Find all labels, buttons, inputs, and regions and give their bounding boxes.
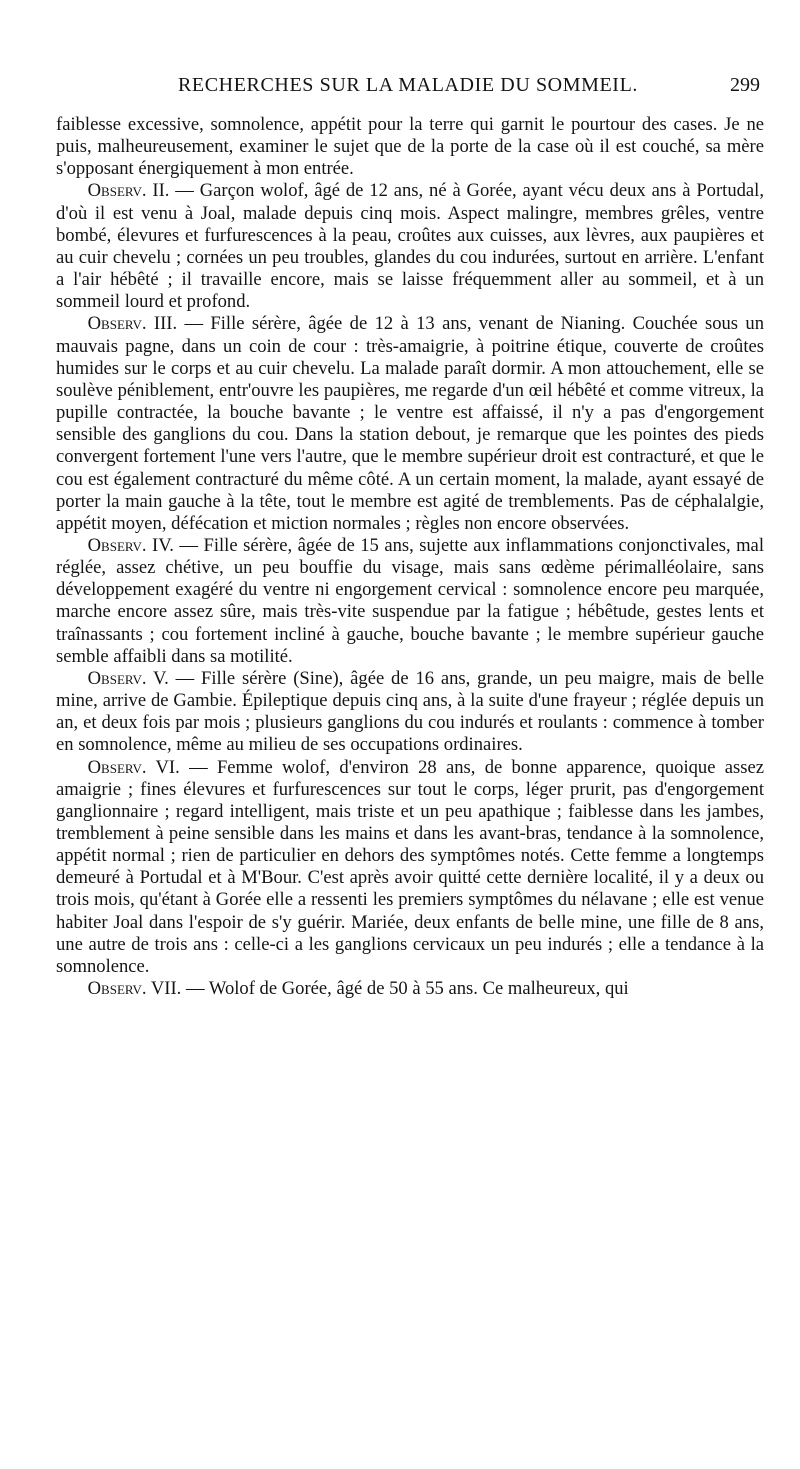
paragraph-text: — Fille sérère (Sine), âgée de 16 ans, grande, un peu maigre, mais de belle mine, arrive de Gambie. Épileptique depuis cinq ans, à la suite d'une frayeur ; réglée depuis un an, et deux fois par mois ; plusieurs ganglions du cou indurés et roulants : commence à tomber en somnolence, même au milieu de ses occupations ordinaires. — [56, 667, 764, 756]
paragraph-text: — Femme wolof, d'environ 28 ans, de bonne apparence, quoique assez amaigrie ; fines élevures et furfurescences sur tout le corps, léger prurit, pas d'engorgement ganglionnaire ; regard intelligent, mais triste et un peu apathique ; faiblesse dans les jambes, tremblement à peine sensible dans les mains et dans les avant-bras, tendance à la somnolence, appétit normal ; rien de particulier en dehors des symptômes notés. Cette femme a longtemps demeuré à Portudal et à M'Bour. C'est après avoir quitté cette dernière localité, il y a deux ou trois mois, qu'étant à Gorée elle a ressenti les premiers symptômes du nélavane ; elle est venue habiter Joal dans l'espoir de s'y guérir. Mariée, deux enfants de belle mine, une fille de 8 ans, une autre de trois ans : celle-ci a les ganglions cervicaux un peu indurés ; elle a tendance à la somnolence. — [56, 756, 764, 977]
paragraph-text: — Wolof de Gorée, âgé de 50 à 55 ans. Ce malheureux, qui — [181, 978, 629, 1000]
observation-3 — [56, 313, 764, 535]
paragraph-continuation — [56, 114, 764, 180]
body-text — [56, 114, 764, 1000]
observation-label: Observ. II. — [87, 180, 170, 202]
observation-label: Observ. VII. — [87, 978, 182, 1000]
observation-5 — [56, 668, 764, 757]
observation-label: Observ. III. — [87, 313, 178, 335]
page-number: 299 — [730, 74, 760, 96]
paragraph-text: — Fille sérère, âgée de 15 ans, sujette aux inflammations conjonctivales, mal réglée, assez chétive, un peu bouffie du visage, mais sans œdème périmalléolaire, sans développement exagéré du ventre ni engorgement cervical : somnolence encore peu marquée, marche encore assez sûre, mais très-vite suspendue par la fatigue ; hébêtude, gestes lents et traînassants ; cou fortement incliné à gauche, bouche bavante ; le membre supérieur gauche semble affaibli dans sa motilité. — [56, 534, 764, 667]
observation-2 — [56, 180, 764, 313]
paragraph-text: — Garçon wolof, âgé de 12 ans, né à Gorée, ayant vécu deux ans à Portudal, d'où il est venu à Joal, malade depuis cinq mois. Aspect malingre, membres grêles, ventre bombé, élevures et furfurescences à la peau, croûtes aux cuisses, aux lèvres, aux paupières et au cuir chevelu ; cornées un peu troubles, glandes du cou indurées, surtout en arrière. L'enfant a l'air hébêté ; il travaille encore, mais se laisse fréquemment aller au sommeil, et à un sommeil lourd et profond. — [56, 180, 764, 313]
page-header — [56, 74, 760, 104]
paragraph-text: faiblesse excessive, somnolence, appétit pour la terre qui garnit le pourtour des cases. Je ne puis, malheureusement, examiner le sujet que de la porte de la case où il est couché, sa mère s'opposant énergiquement à mon entrée. — [56, 114, 764, 180]
observation-label: Observ. VI. — [87, 756, 180, 778]
observation-6 — [56, 757, 764, 979]
observation-4 — [56, 535, 764, 668]
running-title: RECHERCHES SUR LA MALADIE DU SOMMEIL. — [177, 74, 638, 96]
observation-7 — [56, 978, 764, 1000]
observation-label: Observ. IV. — [87, 534, 174, 556]
observation-label: Observ. V. — [87, 667, 169, 689]
paragraph-text: — Fille sérère, âgée de 12 à 13 ans, venant de Nianing. Couchée sous un mauvais pagne, dans un coin de cour : très-amaigrie, à poitrine étique, couverte de croûtes humides sur le corps et au cuir chevelu. La malade paraît dormir. A mon attouchement, elle se soulève péniblement, entr'ouvre les paupières, me regarde d'un œil hébêté et comme vitreux, la pupille contractée, la bouche bavante ; le ventre est affaissé, il n'y a pas d'engorgement sensible des ganglions du cou. Dans la station debout, je remarque que les pointes des pieds convergent fortement l'une vers l'autre, que le membre supérieur droit est contracturé, et que le cou est également contracturé du même côté. A un certain moment, la malade, ayant essayé de porter la main gauche à la tête, tout le membre est agité de tremblements. Pas de céphalalgie, appétit moyen, défécation et miction normales ; règles non encore observées. — [56, 313, 764, 534]
